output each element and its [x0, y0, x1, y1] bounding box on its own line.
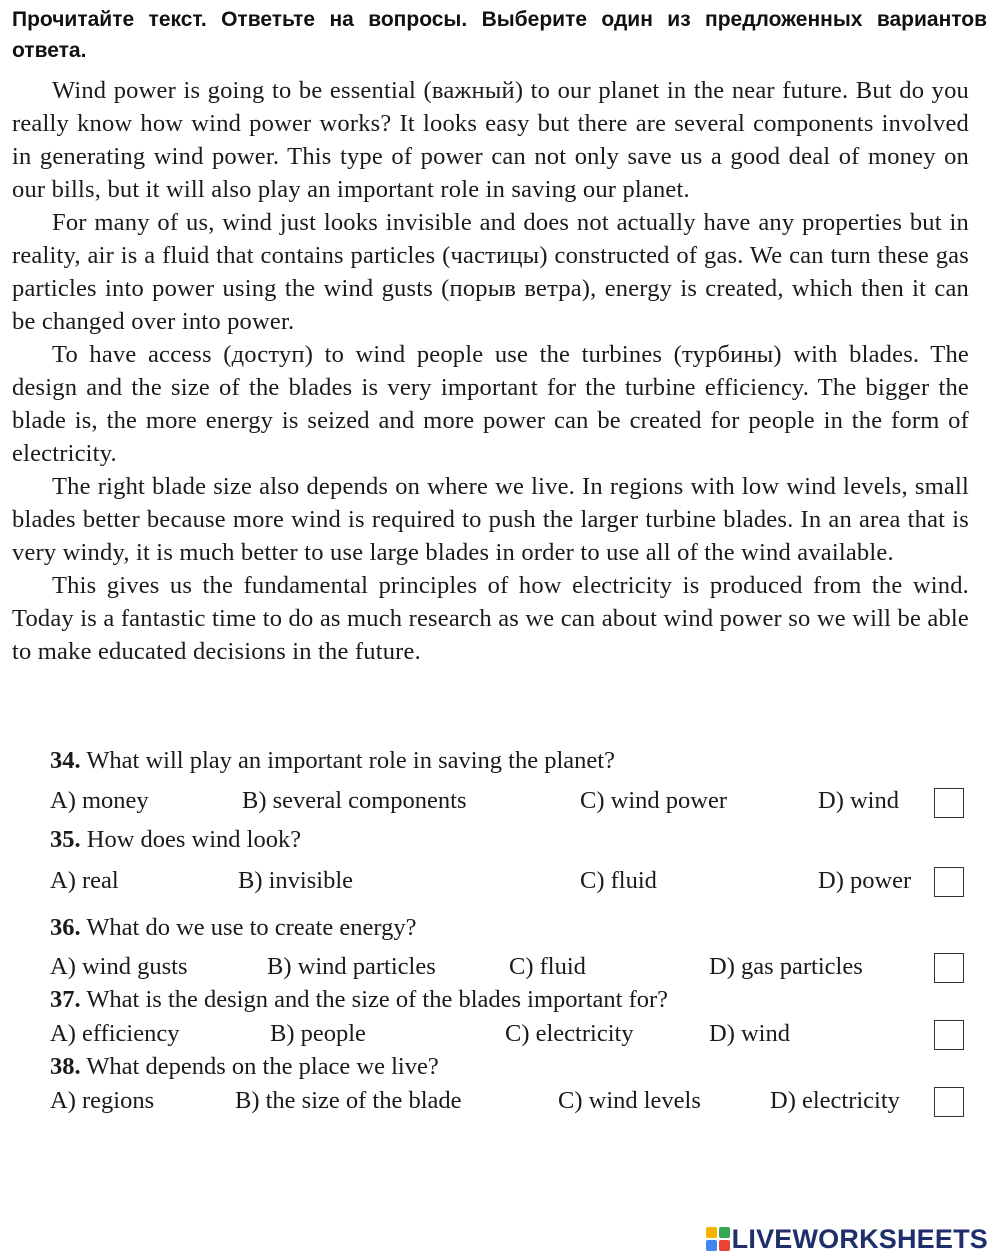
question-34 [50, 746, 615, 776]
liveworksheets-brand[interactable] [706, 1223, 988, 1255]
option-a: A) real [50, 867, 119, 894]
question-text: What is the design and the size of the blades important for? [86, 986, 669, 1013]
option-a: A) efficiency [50, 1020, 180, 1047]
brand-text: LIVEWORKSHEETS [731, 1223, 988, 1254]
option-b: B) invisible [238, 867, 354, 894]
option-c: C) wind levels [558, 1087, 701, 1114]
passage-paragraph: The right blade size also depends on where we live. In regions with low wind levels, small blades better because more wind is required to push the larger turbine blades. In an area that is very windy, it is much better to use large blades in order to use all of the wind available. [12, 473, 969, 566]
question-35 [50, 825, 301, 855]
question-number: 34. [50, 747, 81, 774]
question-number: 38. [50, 1053, 81, 1080]
option-a: A) money [50, 787, 149, 814]
option-c: C) fluid [509, 953, 586, 980]
option-b: B) the size of the blade [235, 1087, 462, 1114]
question-37 [50, 985, 668, 1015]
question-number: 36. [50, 914, 81, 941]
question-text: What will play an important role in saving the planet? [86, 747, 615, 774]
answer-box-37[interactable] [934, 1020, 964, 1050]
option-d: D) electricity [770, 1087, 900, 1114]
question-38 [50, 1052, 439, 1082]
answer-box-36[interactable] [934, 953, 964, 983]
option-b: B) people [270, 1020, 366, 1047]
option-d: D) gas particles [709, 953, 863, 980]
answer-box-38[interactable] [934, 1087, 964, 1117]
question-text: What depends on the place we live? [86, 1053, 439, 1080]
option-b: B) several components [242, 787, 467, 814]
answer-box-35[interactable] [934, 867, 964, 897]
question-number: 35. [50, 826, 81, 853]
logo-square-yellow [706, 1227, 717, 1238]
liveworksheets-logo-icon [706, 1227, 730, 1251]
option-b: B) wind particles [267, 953, 436, 980]
reading-passage [12, 74, 969, 668]
option-c: C) electricity [505, 1020, 634, 1047]
option-a: A) wind gusts [50, 953, 188, 980]
option-d: D) power [818, 867, 912, 894]
question-text: How does wind look? [86, 826, 302, 853]
instructions: Прочитайте текст. Ответьте на вопросы. Выберите один из предложенных вариантов ответа. [12, 8, 987, 62]
passage-paragraph: To have access (доступ) to wind people use the turbines (турбины) with blades. The design and the size of the blades is very important for the turbine efficiency. The bigger the blade is, the more energy is seized and more power can be created for people in the form of electricity. [12, 341, 969, 467]
answer-box-34[interactable] [934, 788, 964, 818]
passage-paragraph: This gives us the fundamental principles of how electricity is produced from the wind. Today is a fantastic time to do as much research as we can about wind power so we will be able to make educated decisions in the future. [12, 572, 969, 665]
option-d: D) wind [818, 787, 899, 814]
question-36 [50, 913, 416, 943]
question-number: 37. [50, 986, 81, 1013]
logo-square-green [719, 1227, 730, 1238]
option-c: C) wind power [580, 787, 727, 814]
option-c: C) fluid [580, 867, 657, 894]
logo-square-blue [706, 1240, 717, 1251]
logo-square-red [719, 1240, 730, 1251]
passage-paragraph: For many of us, wind just looks invisible and does not actually have any properties but in reality, air is a fluid that contains particles (частицы) constructed of gas. We can turn these gas particles into power using the wind gusts (порыв ветра), energy is created, which then it can be changed over into power. [12, 209, 969, 335]
option-a: A) regions [50, 1087, 155, 1114]
passage-paragraph: Wind power is going to be essential (важный) to our planet in the near future. But do you really know how wind power works? It looks easy but there are several components involved in generating wind power. This type of power can not only save us a good deal of money on our bills, but it will also play an important role in saving our planet. [12, 77, 969, 203]
option-d: D) wind [709, 1020, 790, 1047]
question-text: What do we use to create energy? [86, 914, 417, 941]
